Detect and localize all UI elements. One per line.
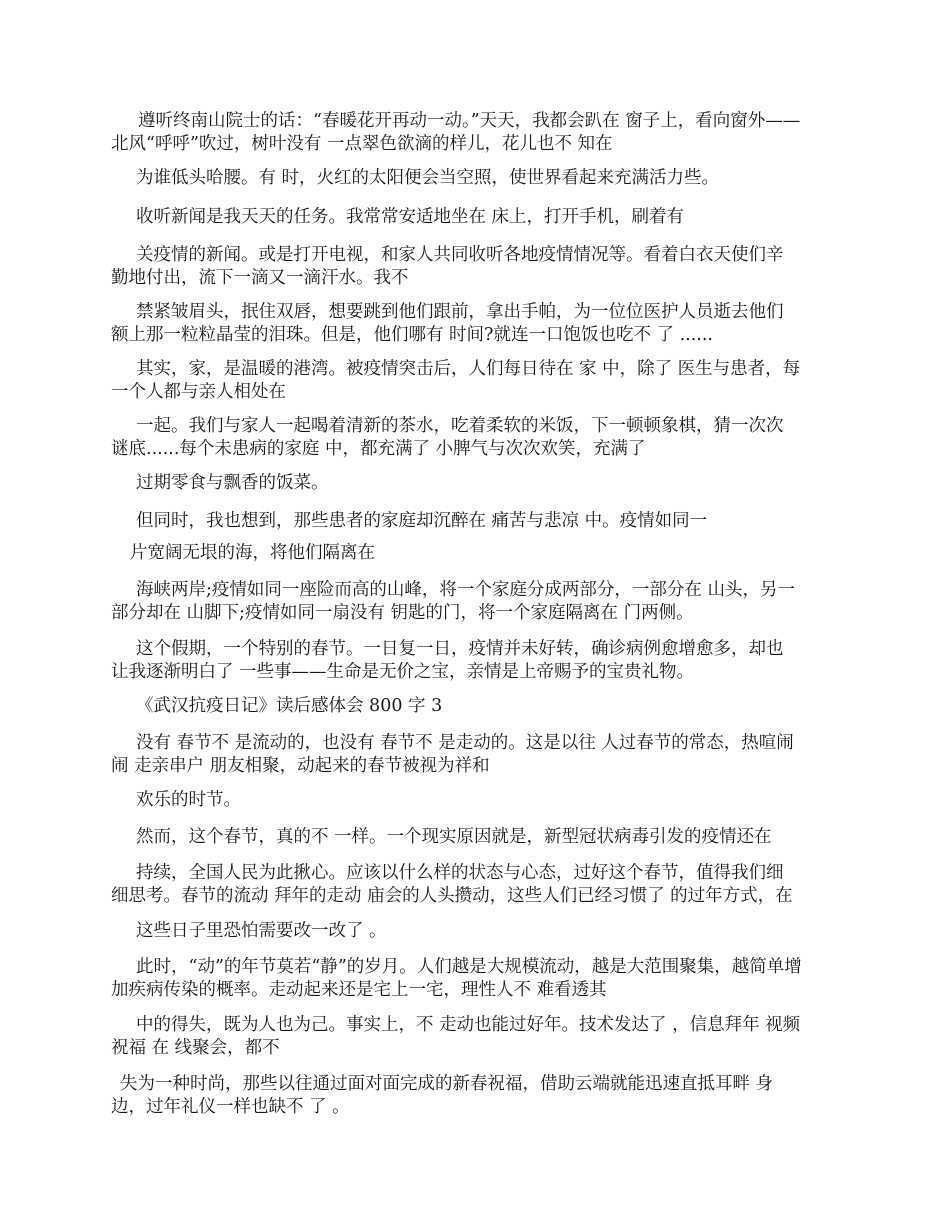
text-line: 这个假期，一个特别的春节。一日复一日，疫情并未好转，确诊病例愈增愈多，却也 (136, 639, 784, 659)
text-line: 祝福 在 线聚会，都不 (111, 1038, 280, 1058)
text-line: 片宽阔无垠的海，将他们隔离在 (130, 543, 375, 563)
text-line: 过期零食与飘香的饭菜。 (136, 473, 329, 493)
text-line: 但同时，我也想到，那些患者的家庭却沉醉在 痛苦与悲凉 中。疫情如同一 (136, 511, 708, 531)
text-line: 边，过年礼仪一样也缺不 了 。 (111, 1097, 350, 1117)
text-line: 收听新闻是我天天的任务。我常常安适地坐在 床上，打开手机，刷着有 (136, 207, 685, 227)
text-line: 谜底......每个未患病的家庭 中，都充满了 小脾气与次次欢笑，充满了 (111, 439, 646, 459)
text-line: 没有 春节不 是流动的，也没有 春节不 是走动的。这是以往 人过春节的常态，热喧闹 (136, 733, 794, 753)
text-line: 闹 走亲串户 朋友相聚，动起来的春节被视为祥和 (111, 756, 490, 776)
text-line: 为谁低头哈腰。有 时，火红的太阳便会当空照，使世界看起来充满活力些。 (136, 168, 720, 188)
text-line: 持续，全国人民为此揪心。应该以什么样的状态与心态，过好这个春节，值得我们细 (136, 863, 784, 883)
text-line: 失为一种时尚，那些以往通过面对面完成的新春祝福，借助云端就能迅速直抵耳畔 身 (120, 1074, 774, 1094)
text-line: 海峡两岸;疫情如同一座险而高的山峰，将一个家庭分成两部分，一部分在 山头，另一 (136, 580, 795, 600)
text-line: 一个人都与亲人相处在 (111, 382, 286, 402)
text-line: 部分却在 山脚下;疫情如同一扇没有 钥匙的门，将一个家庭隔离在 门两侧。 (111, 603, 694, 623)
text-line: 这些日子里恐怕需要改一改了 。 (136, 921, 387, 941)
text-line: 然而，这个春节，真的不 一样。一个现实原因就是，新型冠状病毒引发的疫情还在 (136, 827, 772, 847)
text-line: 关疫情的新闻。或是打开电视，和家人共同收听各地疫情情况等。看着白衣天使们辛 (136, 245, 784, 265)
text-line: 禁紧皱眉头，抿住双唇，想要跳到他们跟前，拿出手帕，为一位位医护人员逝去他们 (136, 302, 784, 322)
text-line: 加疾病传染的概率。走动起来还是宅上一宅，理性人不 难看透其 (111, 980, 607, 1000)
text-line: 细思考。春节的流动 拜年的走动 庙会的人头攒动，这些人们已经习惯了 的过年方式，在 (111, 886, 793, 906)
text-line: 一起。我们与家人一起喝着清新的茶水，吃着柔软的米饭，下一顿顿象棋，猜一次次 (136, 416, 784, 436)
text-line: 此时，“动”的年节莫若“静”的岁月。人们越是大规模流动，越是大范围聚集，越简单增 (136, 957, 802, 977)
text-line: 中的得失，既为人也为己。事实上，不 走动也能过好年。技术发达了 ，信息拜年 视频 (136, 1015, 801, 1035)
text-line: 欢乐的时节。 (136, 790, 241, 810)
section-heading: 《武汉抗疫日记》读后感体会 800 字 3 (136, 696, 443, 716)
text-line: 让我逐渐明白了 一些事——生命是无价之宝，亲情是上帝赐予的宝贵礼物。 (111, 662, 695, 682)
text-line: 遵听终南山院士的话：“春暖花开再动一动。”天天，我都会趴在 窗子上，看向窗外—— (138, 111, 801, 131)
text-line: 勤地付出，流下一滴又一滴汗水。我不 (111, 268, 409, 288)
text-line: 其实，家，是温暖的港湾。被疫情突击后，人们每日待在 家 中，除了 医生与患者，每 (136, 359, 801, 379)
text-line: 额上那一粒粒晶莹的泪珠。但是，他们哪有 时间?就连一口饱饭也吃不 了 ...... (111, 325, 713, 345)
text-line: 北风“呼呼”吹过，树叶没有 一点翠色欲滴的样儿，花儿也不 知在 (111, 134, 613, 154)
